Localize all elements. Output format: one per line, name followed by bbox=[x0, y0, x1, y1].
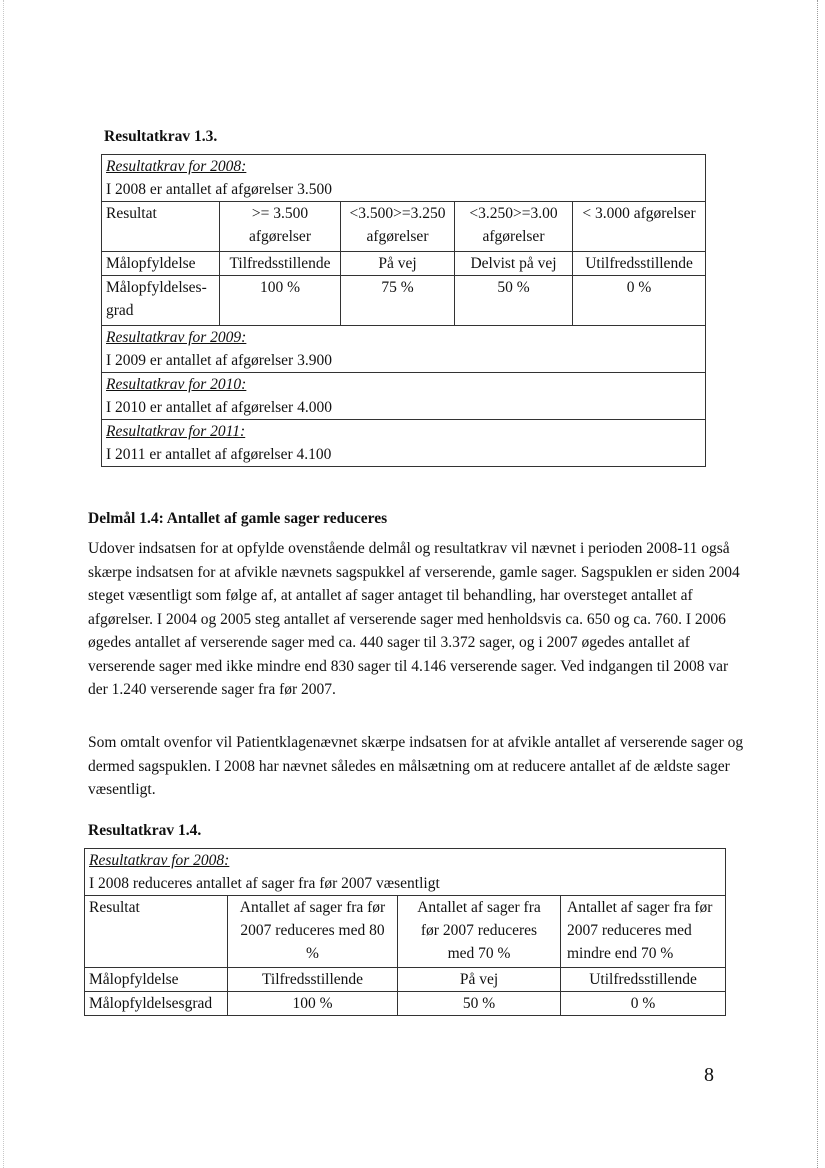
scan-edge-left bbox=[3, 0, 5, 1168]
year-title: Resultatkrav for 2010: bbox=[106, 376, 247, 393]
page-number: 8 bbox=[704, 1064, 714, 1086]
table-row-maalopfyldelse bbox=[102, 252, 706, 276]
table-cell: 0 % bbox=[561, 992, 726, 1016]
table-row-resultat bbox=[102, 202, 706, 252]
paragraph-2: Som omtalt ovenfor vil Patientklagenævnet skærpe indsatsen for at afvikle antallet af verserende sager og dermed sagspuklen. I 2008 har nævnet således en målsætning om at reducere antallet af de ældste sager væsentligt. bbox=[88, 734, 744, 798]
year-text: I 2008 reduceres antallet af sager fra før 2007 væsentligt bbox=[89, 875, 440, 892]
row-label: Målopfyldelse bbox=[85, 968, 228, 992]
year-2008-row bbox=[102, 155, 706, 202]
table-cell: <3.250>=3.00 afgørelser bbox=[455, 202, 573, 252]
table-cell: 100 % bbox=[220, 276, 341, 326]
section-heading-resultatkrav-1-3: Resultatkrav 1.3. bbox=[104, 128, 218, 145]
year-text: I 2011 er antallet af afgørelser 4.100 bbox=[106, 446, 332, 463]
table-cell: Delvist på vej bbox=[455, 252, 573, 276]
row-label: Målopfyldelses-grad bbox=[102, 276, 220, 326]
year-2008-row bbox=[85, 849, 726, 896]
table-cell: På vej bbox=[341, 252, 455, 276]
table-cell: Tilfredsstillende bbox=[220, 252, 341, 276]
table-cell: Tilfredsstillende bbox=[228, 968, 398, 992]
year-2011-row bbox=[102, 420, 706, 467]
table-row-maalopfyldelsesgrad bbox=[102, 276, 706, 326]
row-label: Målopfyldelse bbox=[102, 252, 220, 276]
row-label: Resultat bbox=[85, 896, 228, 968]
table-cell: Utilfredsstillende bbox=[561, 968, 726, 992]
year-2009-row bbox=[102, 326, 706, 373]
table-cell: <3.500>=3.250 afgørelser bbox=[341, 202, 455, 252]
year-title: Resultatkrav for 2008: bbox=[89, 852, 230, 869]
table-cell: 75 % bbox=[341, 276, 455, 326]
table-cell: Antallet af sager fra før 2007 reduceres med 70 % bbox=[398, 896, 561, 968]
paragraph-1: Udover indsatsen for at opfylde ovenstående delmål og resultatkrav vil nævnet i perioden 2008-11 også skærpe indsatsen for at afvikle nævnets sagspukkel af verserende, gamle sager. Sagspuklen er siden 2004 steget væsentligt som følge af, at antallet af sager antaget til behandling, har oversteget antallet af afgørelser. I 2004 og 2005 steg antallet af verserende sager med henholdsvis ca. 650 og ca. 760. I 2006 øgedes antallet af verserende sager med ca. 440 sager til 3.372 sager, og i 2007 øgedes antallet af verserende sager med ikke mindre end 830 sager til 4.146 verserende sager. Ved indgangen til 2008 var der 1.240 verserende sager fra før 2007. bbox=[88, 540, 740, 698]
year-2010-row bbox=[102, 373, 706, 420]
scan-edge-right bbox=[816, 0, 818, 1168]
table-cell: 50 % bbox=[398, 992, 561, 1016]
year-title: Resultatkrav for 2011: bbox=[106, 423, 246, 440]
table-cell: < 3.000 afgørelser bbox=[573, 202, 706, 252]
table-row-maalopfyldelsesgrad bbox=[85, 992, 726, 1016]
year-text: I 2009 er antallet af afgørelser 3.900 bbox=[106, 352, 332, 369]
section-heading-delmaal-1-4: Delmål 1.4: Antallet af gamle sager reduceres bbox=[88, 510, 388, 527]
table-row-maalopfyldelse bbox=[85, 968, 726, 992]
table-cell: 0 % bbox=[573, 276, 706, 326]
table-cell: Antallet af sager fra før 2007 reduceres med 80 % bbox=[228, 896, 398, 968]
table-cell: Utilfredsstillende bbox=[573, 252, 706, 276]
table-cell: 100 % bbox=[228, 992, 398, 1016]
table-cell: 50 % bbox=[455, 276, 573, 326]
row-label: Resultat bbox=[102, 202, 220, 252]
year-text: I 2008 er antallet af afgørelser 3.500 bbox=[106, 181, 332, 198]
table-cell: På vej bbox=[398, 968, 561, 992]
table-row-resultat bbox=[85, 896, 726, 968]
resultatkrav-1-4-table bbox=[84, 848, 726, 1016]
year-title: Resultatkrav for 2009: bbox=[106, 329, 247, 346]
section-heading-resultatkrav-1-4: Resultatkrav 1.4. bbox=[88, 822, 202, 839]
row-label: Målopfyldelsesgrad bbox=[85, 992, 228, 1016]
table-cell: Antallet af sager fra før 2007 reduceres med mindre end 70 % bbox=[561, 896, 726, 968]
year-title: Resultatkrav for 2008: bbox=[106, 158, 247, 175]
year-text: I 2010 er antallet af afgørelser 4.000 bbox=[106, 399, 332, 416]
table-cell: >= 3.500 afgørelser bbox=[220, 202, 341, 252]
resultatkrav-1-3-table bbox=[101, 154, 706, 467]
